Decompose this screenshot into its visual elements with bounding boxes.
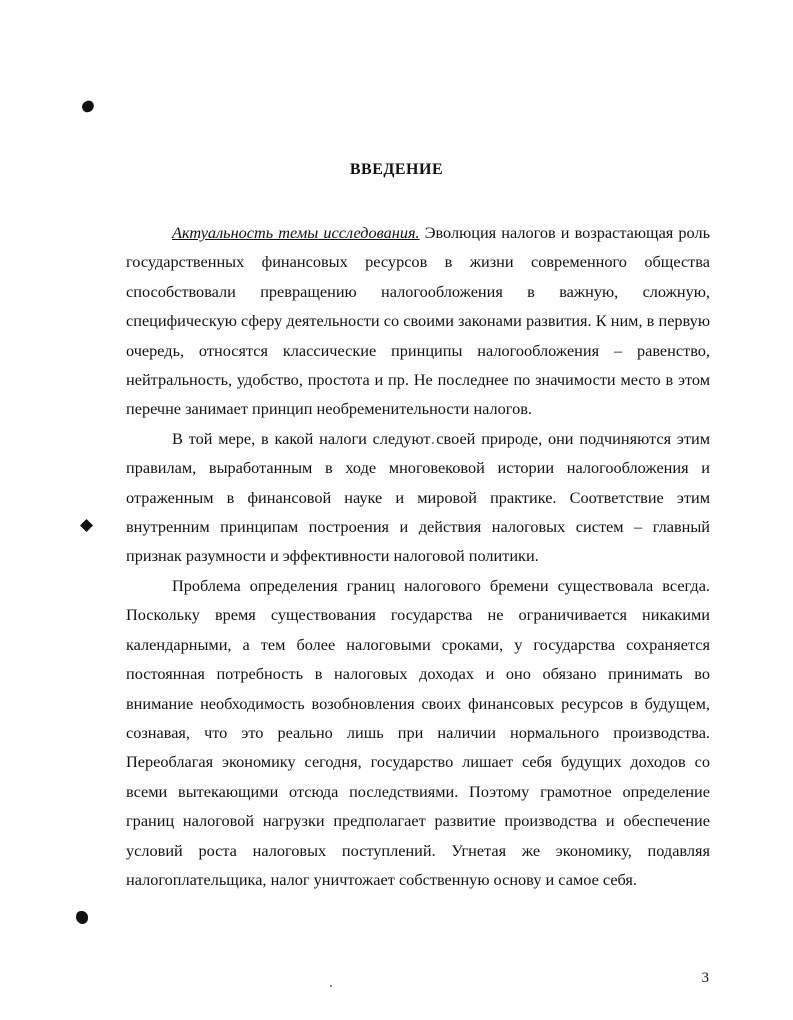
relevance-text: Эволюция налогов и возрастающая роль государственных финансовых ресурсов в жизни современного общества способствовали превращению налогообложения в важную, сложную, специфическую сферу деятельности со своими законами развития. К ним, в первую очередь, относятся классические принципы налогообложения – равенство, нейтральность, удобство, простота и пр. Не последнее по значимости место в этом перечне занимает принцип необременительности налогов. (126, 223, 711, 419)
page-title: ВВЕДЕНИЕ (349, 161, 444, 178)
ink-blot-bottom (76, 911, 88, 924)
ink-blot-middle (80, 519, 93, 532)
scan-speck (330, 985, 332, 987)
body-text (126, 218, 710, 894)
relevance-lead: Актуальность темы исследования. (172, 223, 420, 242)
page-number: 3 (701, 970, 709, 986)
paragraph-rules: В той мере, в какой налоги следуют своей природе, они подчиняются этим правилам, выработанным в ходе многовековой истории налогообложения и отраженным в финансовой науке и мировой практике. Соответствие этим внутренним принципам построения и действия налоговых систем – главный признак разумности и эффективности налоговой политики. (126, 428, 710, 566)
ink-blot-top (80, 99, 95, 113)
paragraph-tax-burden: Проблема определения границ налогового бремени существовала всегда. Поскольку время существования государства не ограничивается никакими календарными, а тем более налоговыми сроками, у государства сохраняется постоянная потребность в налоговых доходах и оно обязано принимать во внимание необходимость возобновления своих финансовых ресурсов в будущем, сознавая, что это реально лишь при наличии нормального производства. Переоблагая экономику сегодня, государство лишает себя будущих доходов со всеми вытекающими отсюда последствиями. Поэтому грамотное определение границ налоговой нагрузки предполагает развитие производства и обеспечение условий роста налоговых поступлений. Угнетая же экономику, подавляя налогоплательщика, налог уничтожает собственную основу и самое себя. (126, 575, 710, 889)
paragraph-relevance (126, 218, 710, 424)
